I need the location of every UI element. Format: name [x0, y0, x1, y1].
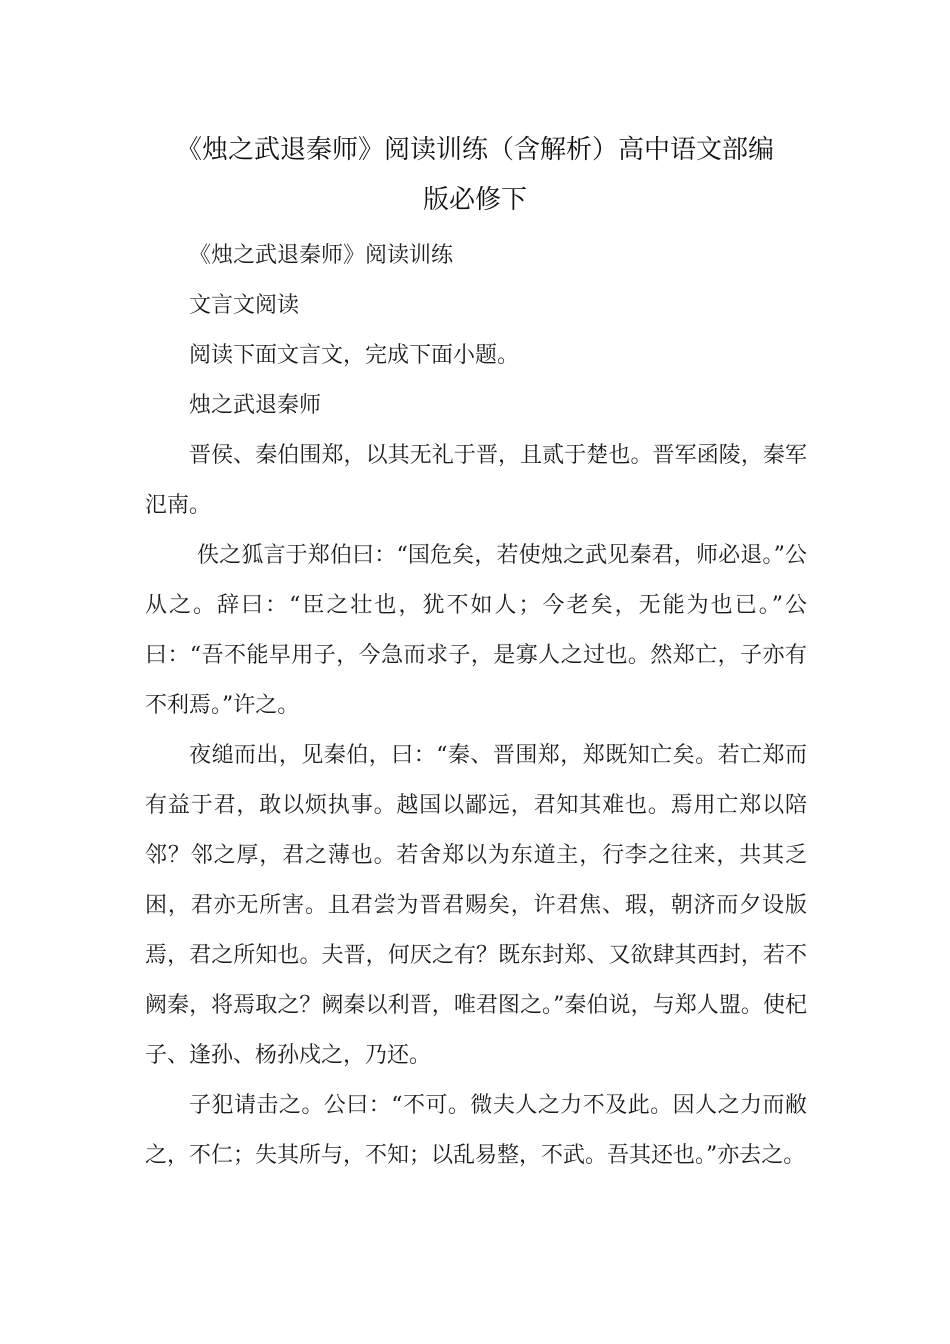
passage-paragraph: 佚之狐言于郑伯曰：“国危矣，若使烛之武见秦君，师必退。”公从之。辞曰：“臣之壮也，犹不如人；今老矣，无能为也已。”公曰：“吾不能早用子，今急而求子，是寡人之过也。然郑亡，子亦有不利焉。”许之。 — [145, 543, 807, 718]
passage-paragraph: 晋侯、秦伯围郑，以其无礼于晋，且贰于楚也。晋军函陵，秦军氾南。 — [145, 443, 807, 518]
document-body — [145, 231, 807, 1181]
document-title-line-2: 版必修下 — [422, 185, 527, 215]
passage-paragraph: 夜缒而出，见秦伯，曰：“秦、晋围郑，郑既知亡矣。若亡郑而有益于君，敢以烦执事。越国以鄙远，君知其难也。焉用亡郑以陪邻？邻之厚，君之薄也。若舍郑以为东道主，行李之往来，共其乏困，君亦无所害。且君尝为晋君赐矣，许君焦、瑕，朝济而夕设版焉，君之所知也。夫晋，何厌之有？既东封郑、又欲肆其西封，若不阙秦，将焉取之？阙秦以利晋，唯君图之。”秦伯说，与郑人盟。使杞子、逢孙、杨孙戍之，乃还。 — [145, 743, 807, 1068]
instruction-text: 阅读下面文言文，完成下面小题。 — [189, 343, 520, 368]
section-heading: 文言文阅读 — [189, 293, 300, 318]
subtitle: 《烛之武退秦师》阅读训练 — [189, 243, 454, 268]
document-title-line-1: 《烛之武退秦师》阅读训练（含解析）高中语文部编 — [175, 135, 774, 165]
passage-title: 烛之武退秦师 — [189, 393, 322, 418]
passage-paragraph: 子犯请击之。公曰：“不可。微夫人之力不及此。因人之力而敝之，不仁；失其所与，不知；以乱易整，不武。吾其还也。”亦去之。 — [145, 1093, 807, 1168]
